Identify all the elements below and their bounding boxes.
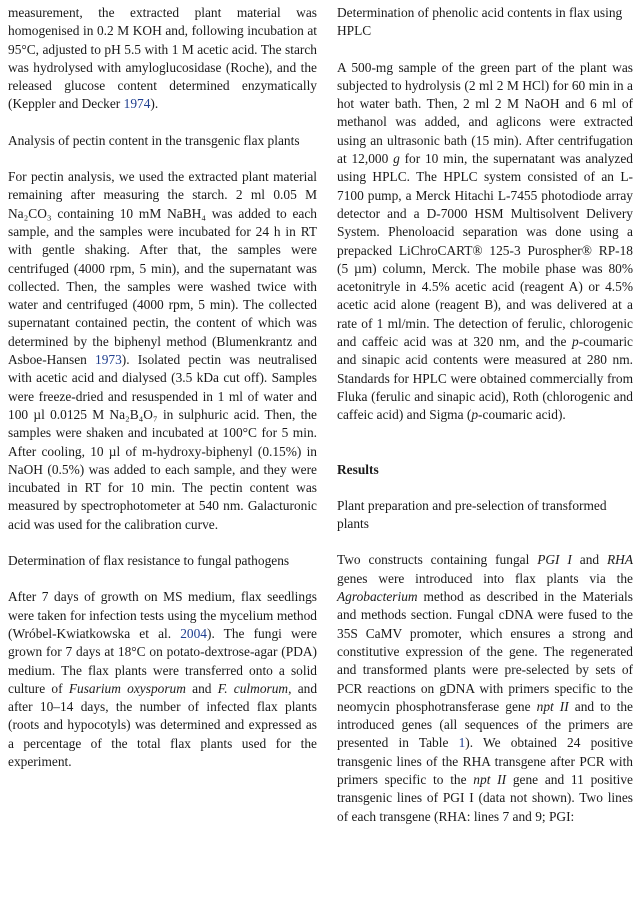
section-heading-plant-preparation: Plant preparation and pre-selection of transformed plants [337, 497, 607, 532]
paragraph-hplc: A 500-mg sample of the green part of the plant was subjected to hydrolysis (2 ml 2 M HCl) for 60 min in a hot water bath. Then, 2 ml 2 M NaOH and 6 ml of methanol was added, and aglicons were extracted using an ultrasonic bath (15 min). After centrifugation at 12,000 g for 10 min, the supernatant was analyzed using HPLC. The HPLC system consisted of an L-7100 pump, a Merck Hitachi L-7455 photodiode array detector and a D-7000 HSM Multisolvent Delivery System. Phenoloacid separation was done using a prepacked LiChroCART® 125-3 Purospher® RP-18 (5 µm) column, Merck. The mobile phase was 80% acetonitryle in 4.5% acetic acid (reagent A) or 4.5% acetic acid alone (reagent B), and was delivered at a rate of 1 ml/min. The detection of ferulic, chlorogenic and caffeic acid was at 320 nm, and the p-coumaric and sinapic acid contents were measured at 280 nm. Standards for HPLC were obtained commercially from Fluka (ferulic and sinapic acid), Roth (chlorogenic and caffeic acid) and Sigma (p-coumaric acid). [337, 59, 633, 423]
gene-name: npt II [536, 698, 569, 714]
citation-link[interactable]: 2004 [180, 625, 207, 641]
table-reference-link[interactable]: 1 [458, 735, 466, 751]
section-heading-results: Results [337, 461, 379, 477]
species-name: Fusarium oxysporum [68, 680, 186, 696]
citation-link[interactable]: 1974 [123, 96, 151, 112]
section-heading-phenolic: Determination of phenolic acid contents in flax using HPLC [337, 5, 623, 39]
species-name: Agrobacterium [337, 589, 418, 605]
paragraph-constructs: Two constructs containing fungal PGI I and RHA genes were introduced into flax plants via the Agrobacterium method as described in the Materials and methods section. Fungal cDNA were fused to the 35S CaMV promoter, which ensures a strong and constitutive expression of the gene. The regenerated and transformed plants were pre-selected by sets of PCR reactions on gDNA with primers specific to the neomycin phosphotransferase gene npt II and to the introduced genes (all sequences of the primers are presented in Table 1). We obtained 24 positive transgenic lines of the RHA transgene after PCR with primers specific to the npt II gene and 11 positive transgenic lines of PGI I (data not shown). Two lines of each transgene (RHA: lines 7 and 9; PGI: [337, 552, 634, 824]
right-column [337, 4, 633, 826]
gene-name: PGI I [537, 552, 572, 568]
left-column [8, 4, 317, 771]
section-heading-resistance: Determination of flax resistance to fungal pathogens [8, 553, 290, 569]
section-heading-pectin: Analysis of pectin content in the transgenic flax plants [8, 132, 300, 148]
paragraph-pectin: For pectin analysis, we used the extracted plant material remaining after measuring the starch. 2 ml 0.05 M Na₂CO₃ containing 10 mM NaBH₄ was added to each sample, and the samples were incubated for 24 h in RT with gentle shaking. After that, the samples were centrifuged (4000 rpm, 5 min), and the supernatant was collected. Then, the samples were washed twice with water and centrifuged (4000 rpm, 5 min). The collected supernatant contained pectin, the content of which was determined by the biphenyl method (Blumenkrantz and Asboe-Hansen 1973). Isolated pectin was neutralised with acetic acid and dialysed (3.5 kDa cut off). Samples were freeze-dried and resuspended in 1 ml of water and 100 µl 0.0125 M Na₂B₄O₇ in sulphuric acid. Then, the samples were shaken and incubated at 100°C for 5 min. After cooling, 10 µl of m-hydroxy-biphenyl (0.15%) in NaOH (0.5%) was added to each sample, and they were incubated in RT for 10 min. The pectin content was measured by spectrophotometer at 540 nm. Galacturonic acid was used for the calibration curve. [8, 169, 317, 532]
paragraph-resistance: After 7 days of growth on MS medium, flax seedlings were taken for infection tests using the mycelium method (Wróbel-Kwiatkowska et al. 2004). The fungi were grown for 7 days at 18°C on potato-dextrose-agar (PDA) medium. The flax plants were transferred onto a solid culture of Fusarium oxysporum and F. culmorum, and after 10–14 days, the number of infected flax plants (roots and hypocotyls) was determined and expressed as a percentage of the total flax plants used for the experiment. [8, 589, 318, 769]
gene-name: RHA [606, 552, 634, 568]
citation-link[interactable]: 1973 [95, 352, 122, 368]
gene-name: npt II [473, 771, 507, 787]
paragraph-starch-end: measurement, the extracted plant material was homogenised in 0.2 M KOH and, following incubation at 95°C, adjusted to pH 5.5 with 1 M acetic acid. The starch was hydrolysed with amyloglucosidase (Roche), and the released glucose content determined enzymatically (Keppler and Decker 1974). [8, 5, 317, 112]
species-name: F. culmorum [217, 680, 289, 696]
